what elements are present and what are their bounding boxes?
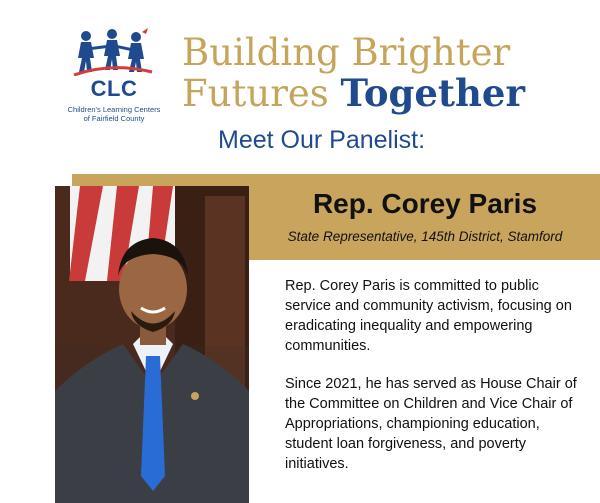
children-holding-hands-logo-icon [72,28,154,76]
section-heading: Meet Our Panelist: [218,126,426,154]
headline [182,33,592,114]
headline-futures: Futures [182,72,341,115]
clc-logo [58,28,170,128]
logo-org-name-line1: Children's Learning Centers [67,105,161,114]
bio-paragraph-1: Rep. Corey Paris is committed to public service and community activism, focusing on eradicating inequality and empowering communities. [285,278,572,354]
panelist-title: State Representative, 145th District, Stamford [287,229,563,244]
logo-letters: CLC [90,76,138,101]
bio-paragraph-2: Since 2021, he has served as House Chair of the Committee on Children and Vice Chair of Appropriations, championing education, student loan forgiveness, and poverty initiatives. [285,376,577,472]
logo-org-name-line2: of Fairfield County [83,114,145,123]
panelist-bio [285,276,585,492]
logo-org-name [58,105,170,123]
headline-line2 [182,73,592,114]
panelist-name: Rep. Corey Paris [312,188,538,219]
panelist-photo [55,186,249,503]
headline-together: Together [340,71,525,115]
headline-line1: Building Brighter [182,31,511,74]
